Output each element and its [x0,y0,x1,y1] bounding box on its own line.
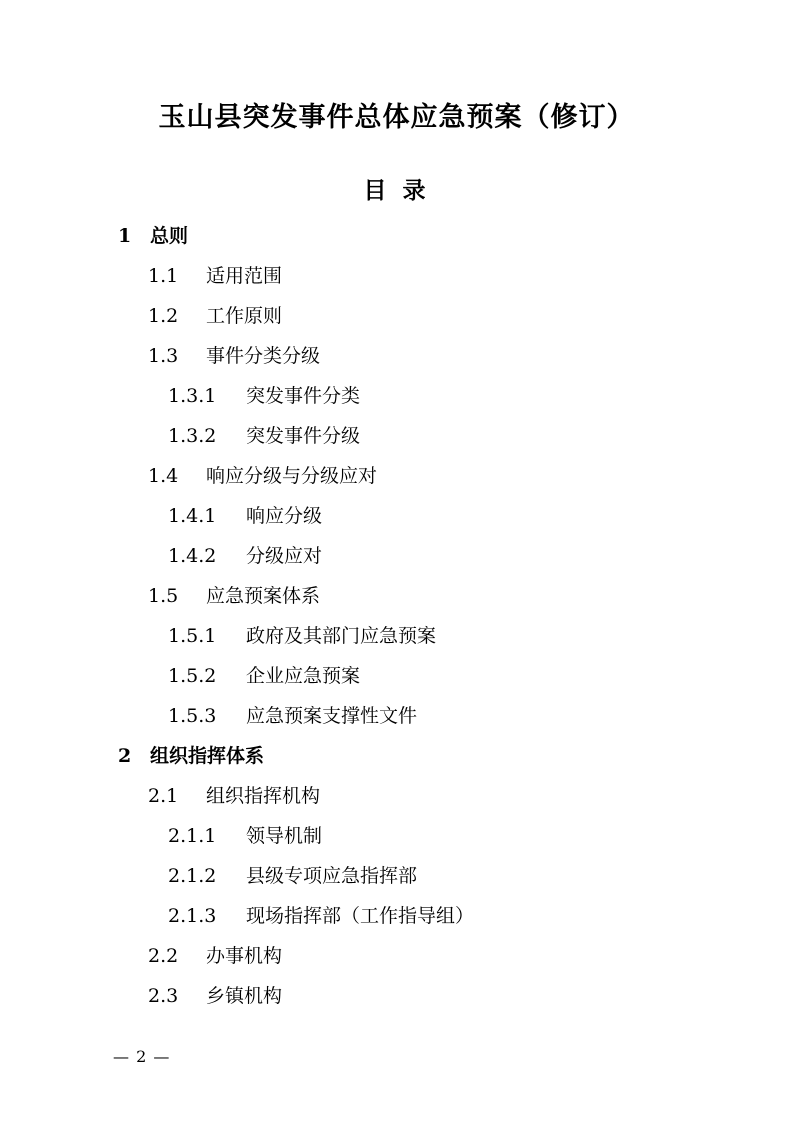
toc-entry-label: 工作原则 [206,305,283,327]
toc-entry[interactable] [0,256,793,296]
toc-entry-number: 1.3.1 [168,385,217,407]
toc-entry-number: 1.4.2 [168,545,217,567]
toc-entry[interactable] [0,656,793,696]
toc-entry-label: 响应分级与分级应对 [206,465,378,487]
toc-entry[interactable] [0,936,793,976]
toc-entry-label: 突发事件分类 [246,385,361,407]
toc-entry[interactable] [0,616,793,656]
toc-entry[interactable] [0,496,793,536]
toc-entry-label: 响应分级 [246,505,323,527]
toc-entry-number: 2 [118,745,132,767]
page-title: 玉山县突发事件总体应急预案（修订） [158,102,635,133]
toc-entry-number: 1.5 [148,585,179,607]
toc-entry-label: 应急预案支撑性文件 [246,705,418,727]
toc-entry[interactable] [0,736,793,776]
toc-entry-number: 1.1 [148,265,179,287]
table-of-contents-heading: 目 录 [363,177,430,204]
toc-entry[interactable] [0,296,793,336]
toc-entry-label: 组织指挥机构 [206,785,321,807]
toc-entry-number: 1.2 [148,305,179,327]
toc-entry-number: 2.1.2 [168,865,217,887]
toc-entry[interactable] [0,976,793,1016]
toc-entry-number: 2.1 [148,785,179,807]
toc-entry-number: 2.2 [148,945,179,967]
toc-entry-label: 政府及其部门应急预案 [246,625,437,647]
toc-entry-number: 1.3.2 [168,425,217,447]
toc-entry-number: 1.5.1 [168,625,217,647]
toc-entry-number: 2.1.3 [168,905,217,927]
toc-entry-number: 1.5.2 [168,665,217,687]
toc-entry-label: 应急预案体系 [206,585,321,607]
toc-entry-number: 2.3 [148,985,179,1007]
toc-entry[interactable] [0,856,793,896]
toc-entry-label: 组织指挥体系 [150,745,265,767]
toc-entry-label: 现场指挥部（工作指导组） [246,905,475,927]
toc-entry-number: 1.3 [148,345,179,367]
toc-entry-number: 1.5.3 [168,705,217,727]
toc-entry-label: 乡镇机构 [206,985,283,1007]
toc-entry[interactable] [0,576,793,616]
toc-entry[interactable] [0,216,793,256]
toc-entry[interactable] [0,456,793,496]
toc-entry[interactable] [0,536,793,576]
toc-entry-label: 办事机构 [206,945,283,967]
toc-entry-label: 总则 [150,225,189,247]
toc-entry[interactable] [0,896,793,936]
toc-entry[interactable] [0,696,793,736]
toc-entry-label: 领导机制 [246,825,323,847]
toc-entry-label: 县级专项应急指挥部 [246,865,418,887]
toc-entry[interactable] [0,816,793,856]
toc-entry-label: 突发事件分级 [246,425,361,447]
page-number-footer: — 2 — [113,1047,171,1066]
toc-entry-number: 2.1.1 [168,825,217,847]
toc-entry-label: 分级应对 [246,545,323,567]
toc-entry[interactable] [0,776,793,816]
toc-entry[interactable] [0,376,793,416]
toc-entry-label: 企业应急预案 [246,665,361,687]
table-of-contents [0,216,793,1016]
toc-entry[interactable] [0,336,793,376]
toc-entry-label: 事件分类分级 [206,345,321,367]
toc-entry-number: 1 [118,225,132,247]
toc-entry-label: 适用范围 [206,265,283,287]
toc-entry[interactable] [0,416,793,456]
toc-entry-number: 1.4.1 [168,505,217,527]
toc-entry-number: 1.4 [148,465,179,487]
